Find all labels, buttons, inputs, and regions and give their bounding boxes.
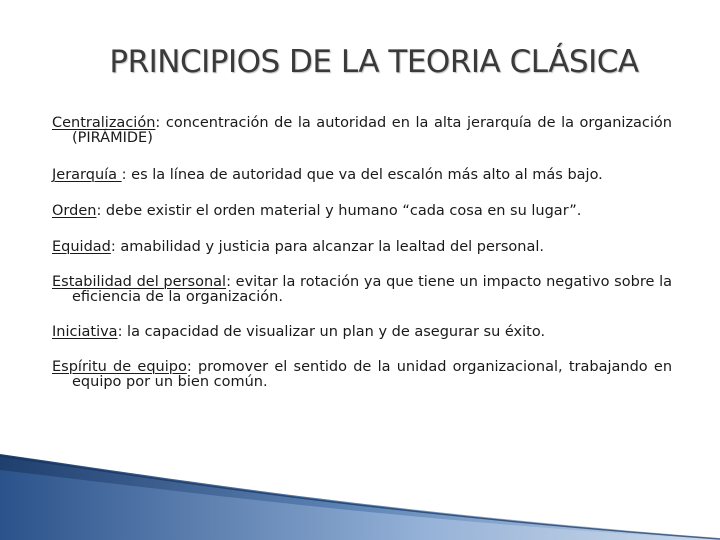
item-term: Orden [52,203,97,219]
list-item-centralizacion [52,116,672,146]
item-description: debe existir el orden material y humano “cada cosa en su lugar”. [101,203,582,219]
item-term: Equidad [52,239,111,255]
list-item-espiritu [52,360,672,390]
list-item-iniciativa [52,325,672,340]
item-separator: : [110,239,116,255]
list-item-orden [52,204,672,219]
item-term: Centralización [52,115,156,131]
item-description: amabilidad y justicia para alcanzar la lealtad del personal. [115,239,544,255]
item-description: es la línea de autoridad que va del escalón más alto al más bajo. [126,167,603,183]
item-description: concentración de la autoridad en la alta jerarquía de la organización (PIRÁMIDE) [72,115,672,146]
item-term: Estabilidad del personal [52,274,227,290]
principles-list [52,116,672,390]
slide-title: PRINCIPIOS DE LA TEORIA CLÁSICA [109,44,639,80]
item-description: evitar la rotación ya que tiene un impacto negativo sobre la eficiencia de la organización. [72,274,673,305]
list-item-estabilidad [52,275,672,305]
item-separator: : [186,359,192,375]
item-term: Jerarquía [52,167,122,183]
item-term: Espíritu de equipo [52,359,187,375]
item-separator: : [117,324,123,340]
list-item-jerarquia [52,168,672,183]
item-description: promover el sentido de la unidad organizacional, trabajando en equipo por un bien común. [72,359,673,390]
item-separator: : [155,115,161,131]
decorative-wave-band [0,450,720,540]
list-item-equidad [52,240,672,255]
item-separator: : [121,167,127,183]
item-separator: : [226,274,231,290]
item-separator: : [96,203,102,219]
item-description: la capacidad de visualizar un plan y de asegurar su éxito. [122,324,546,340]
item-term: Iniciativa [52,324,118,340]
